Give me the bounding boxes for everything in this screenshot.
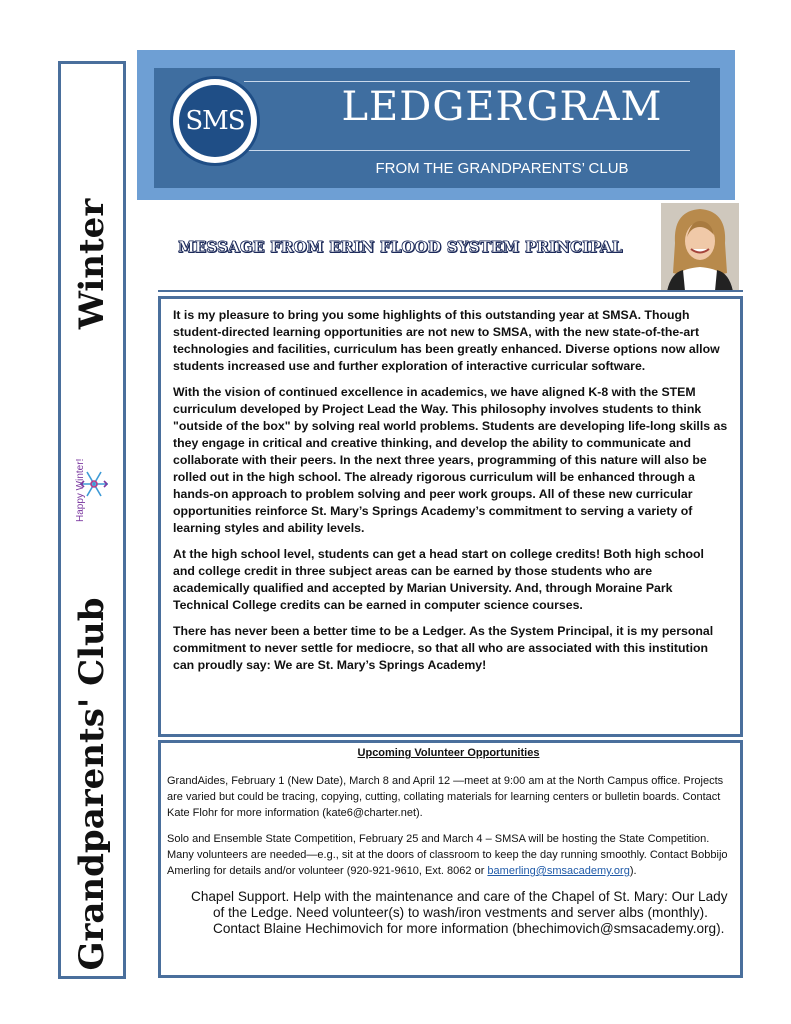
message-paragraph-1: It is my pleasure to bring you some highlights of this outstanding year at SMSA. Though student-directed learning opportunities are not new to SMSA, with the new state-of-the-art technologies and facilities, curriculum has been greatly enhanced. Diverse options now allow students increased use and further exploration of interactive curricular software. [173,308,720,373]
banner-bottom-rule [244,150,690,151]
solo-ensemble-item [167,831,730,879]
message-paragraph-3: At the high school level, students can get a head start on college credits! Both high school and college credit in three subject areas can be earned by those students who are academically qualified and accepted by Marian University. And, through Moraine Park Technical College credits can be earned in computer science courses. [173,547,704,612]
principal-message-box [158,296,743,737]
solo-ensemble-end: ). [629,865,637,877]
grandaides-item: GrandAides, February 1 (New Date), March 8 and April 12 —meet at 9:00 am at the North Campus office. Projects are varied but could be tracing, copying, cutting, collating materials for learning centers or bulletin boards. Contact Kate Flohr for more information (kate6@charter.net). [167,775,724,819]
chapel-support-item: Chapel Support. Help with the maintenance and care of the Chapel of St. Mary: Our Lady of the Ledge. Need volunteer(s) to wash/iron vestments and server albs (monthly). Contact Blaine Hechimovich for more information (bhechimovich@smsacademy.org). [191,889,728,936]
header-banner-inner [154,68,720,188]
message-paragraph-4: There has never been a better time to be a Ledger. As the System Principal, it is my personal commitment to never settle for mediocre, so that all who are associated with this institution can proudly say: We are St. Mary’s Springs Academy! [173,624,714,672]
sidebar-club-label: Grandparents' Club [72,597,112,971]
header-banner [137,50,735,200]
bamerling-email-link[interactable]: bamerling@smsacademy.org [487,865,630,877]
solo-ensemble-text: Solo and Ensemble State Competition, February 25 and March 4 – SMSA will be hosting the State Competition. Many volunteers are needed—e.g., sit at the doors of classroom to keep the day running smoothly. Contact Bobbijo Amerling for details and/or volunteer (920-921-9610, Ext. 8062 or [167,833,728,877]
snowflake-badge [67,436,121,532]
school-logo-text: SMS [179,85,251,157]
school-logo [170,76,260,166]
sidebar-winter-label: Winter [72,198,112,330]
volunteer-title: Upcoming Volunteer Opportunities [357,747,540,759]
heading-divider [158,290,743,292]
principal-photo [661,203,739,291]
volunteer-box [158,740,743,978]
banner-top-rule [244,81,690,82]
sidebar-panel [58,61,126,979]
snowflake-caption: Happy Winter! [75,458,86,522]
newsletter-title: LEDGERGRAM [341,84,663,130]
newsletter-subtitle: FROM THE GRANDPARENTS’ CLUB [375,160,629,177]
message-heading: MESSAGE FROM ERIN FLOOD SYSTEM PRINCIPAL [178,238,623,256]
message-paragraph-2: With the vision of continued excellence in academics, we have aligned K-8 with the STEM curriculum developed by Project Lead the Way. This philosophy involves students to think "outside of the box" by solving real world problems. Students are developing life-long skills as they engage in critical and creative thinking, and develop the ability to communicate and collaborate with their peers. In the next three years, programming of this nature will also be rolled out in the high school. The already rigorous curriculum will be enhanced through a hands-on approach to problem solving and peer work groups. All of these new curricular opportunities reinforce St. Mary’s Springs Academy’s commitment to serving a variety of learning styles and ability levels. [173,385,728,535]
